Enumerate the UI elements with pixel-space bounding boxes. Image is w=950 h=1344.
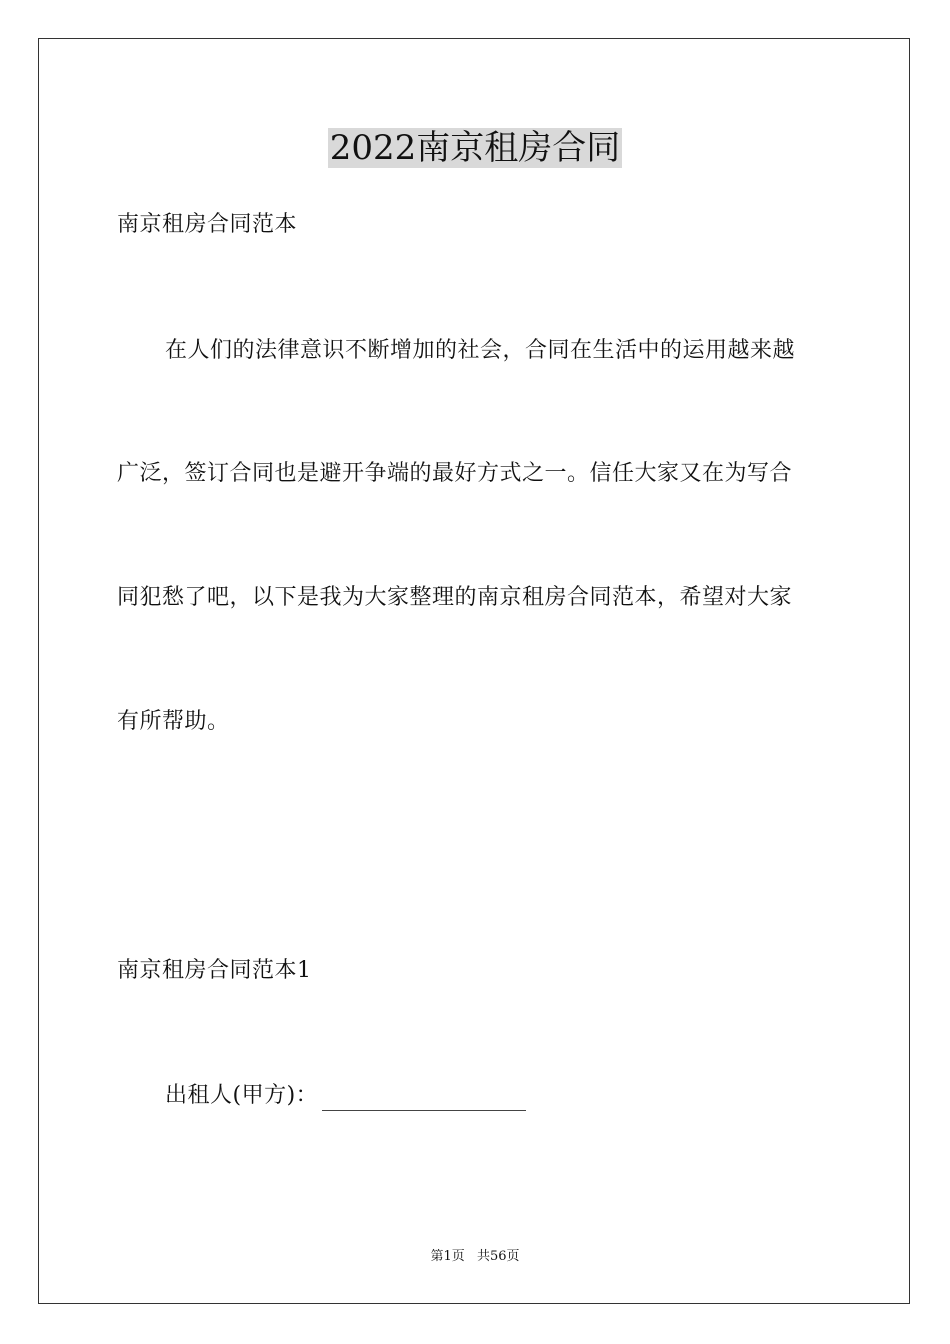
page-number-total: 共56页 [476,1249,520,1264]
lessor-field-label: 出租人(甲方)： [165,1083,319,1108]
section-heading: 南京租房合同范本1 [117,958,312,983]
title-container [0,128,950,168]
lessor-blank-line [322,1088,526,1111]
intro-line-4: 有所帮助。 [117,709,230,734]
page-footer [0,1248,950,1266]
document-subtitle: 南京租房合同范本 [117,212,298,237]
page-number-current: 第1页 [430,1249,465,1264]
lessor-field [165,1081,526,1111]
document-title: 2022南京租房合同 [329,128,621,168]
intro-line-1: 在人们的法律意识不断增加的社会，合同在生活中的运用越来越 [165,338,796,363]
intro-line-3: 同犯愁了吧，以下是我为大家整理的南京租房合同范本，希望对大家 [117,585,793,610]
intro-line-2: 广泛，签订合同也是避开争端的最好方式之一。信任大家又在为写合 [117,461,793,486]
